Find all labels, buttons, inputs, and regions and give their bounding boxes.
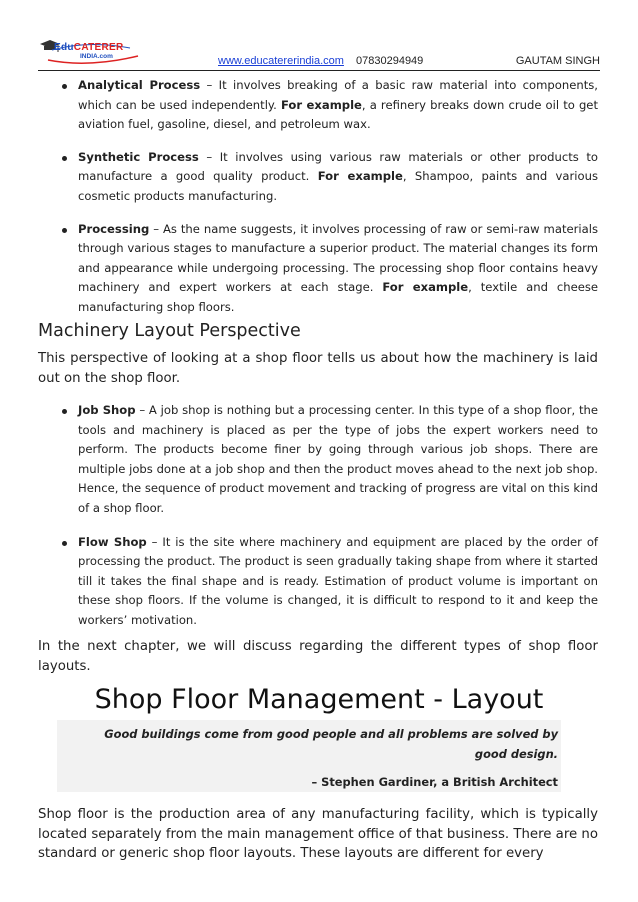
bullet-icon bbox=[62, 156, 67, 161]
author-name: GAUTAM SINGH bbox=[515, 55, 600, 67]
example-label: For example bbox=[280, 97, 362, 112]
description: – As the name suggests, it involves processing of raw or semi-raw materials through various stages to manufacture a superior product. The material changes its form and appearance while undergoing processing. The processing shop floor contains heavy machinery and expert workers at each stage. bbox=[78, 221, 598, 295]
process-type-list bbox=[40, 76, 598, 318]
bullet-icon bbox=[62, 228, 67, 233]
list-item bbox=[40, 148, 598, 207]
description: – It involves breaking of a basic raw material into components, which can be used independently. bbox=[78, 78, 598, 112]
quote-author: – Stephen Gardiner, a British Architect bbox=[311, 775, 558, 789]
example-label: For example bbox=[382, 280, 469, 295]
example-label: For example bbox=[317, 169, 403, 184]
educaterer-logo[interactable] bbox=[38, 38, 142, 66]
logo-text-bottom: INDIA.com bbox=[80, 53, 113, 60]
example-text: , Shampoo, paints and various cosmetic products manufacturing. bbox=[78, 169, 598, 203]
bullet-icon bbox=[62, 84, 67, 89]
list-item bbox=[40, 76, 598, 135]
term: Analytical Process bbox=[78, 78, 201, 92]
next-chapter-paragraph: In the next chapter, we will discuss regarding the different types of shop floor layouts. bbox=[38, 639, 598, 674]
description: – A job shop is nothing but a processing center. In this type of a shop floor, the tools and machinery is placed as per the type of jobs the expert workers need to perform. The products become finer by going through various job shops. There are multiple jobs done at a job shop and then the product moves ahead to the next job shop. Hence, the sequence of product movement and tracking of progress are vital on this kind of a shop floor. bbox=[78, 403, 598, 515]
example-text: , a refinery breaks down crude oil to get aviation fuel, gasoline, diesel, and petroleum wax. bbox=[78, 97, 598, 132]
section-heading: Machinery Layout Perspective bbox=[38, 321, 301, 341]
description: – It involves using various raw materials or other products to manufacture a good quality product. bbox=[78, 149, 598, 184]
intro-paragraph: This perspective of looking at a shop floor tells us about how the machinery is laid out on the shop floor. bbox=[38, 351, 598, 386]
closing-paragraph: Shop floor is the production area of any manufacturing facility, which is typically located separately from the main management office of that business. There are no standard or generic shop floor layouts. These layouts are different for every bbox=[38, 807, 598, 861]
list-item bbox=[40, 533, 598, 631]
logo-text-top: EduCATERER bbox=[54, 42, 124, 53]
description: – It is the site where machinery and equipment are placed by the order of processing the product. The product is seen gradually taking shape from where it started till it takes the final shape and is ready. Estimation of product volume is important on these shop floors. If the volume is changed, it is difficult to respond to it and keep the workers’ motivation. bbox=[78, 534, 598, 627]
bullet-icon bbox=[62, 541, 67, 546]
machinery-layout-list bbox=[40, 401, 598, 631]
website-link[interactable]: www.educatererindia.com bbox=[218, 55, 344, 67]
term: Synthetic Process bbox=[78, 149, 199, 164]
term: Processing bbox=[78, 221, 150, 236]
quote-text: Good buildings come from good people and all problems are solved by good design. bbox=[104, 727, 558, 761]
bullet-icon bbox=[62, 409, 67, 414]
term: Job Shop bbox=[78, 403, 136, 417]
page-title: Shop Floor Management - Layout bbox=[94, 684, 544, 715]
phone-number: 07830294949 bbox=[356, 55, 424, 67]
page-header bbox=[38, 38, 600, 71]
list-item bbox=[40, 220, 598, 318]
term: Flow Shop bbox=[78, 534, 147, 549]
example-text: , textile and cheese manufacturing shop floors. bbox=[78, 280, 599, 314]
list-item bbox=[40, 401, 598, 519]
